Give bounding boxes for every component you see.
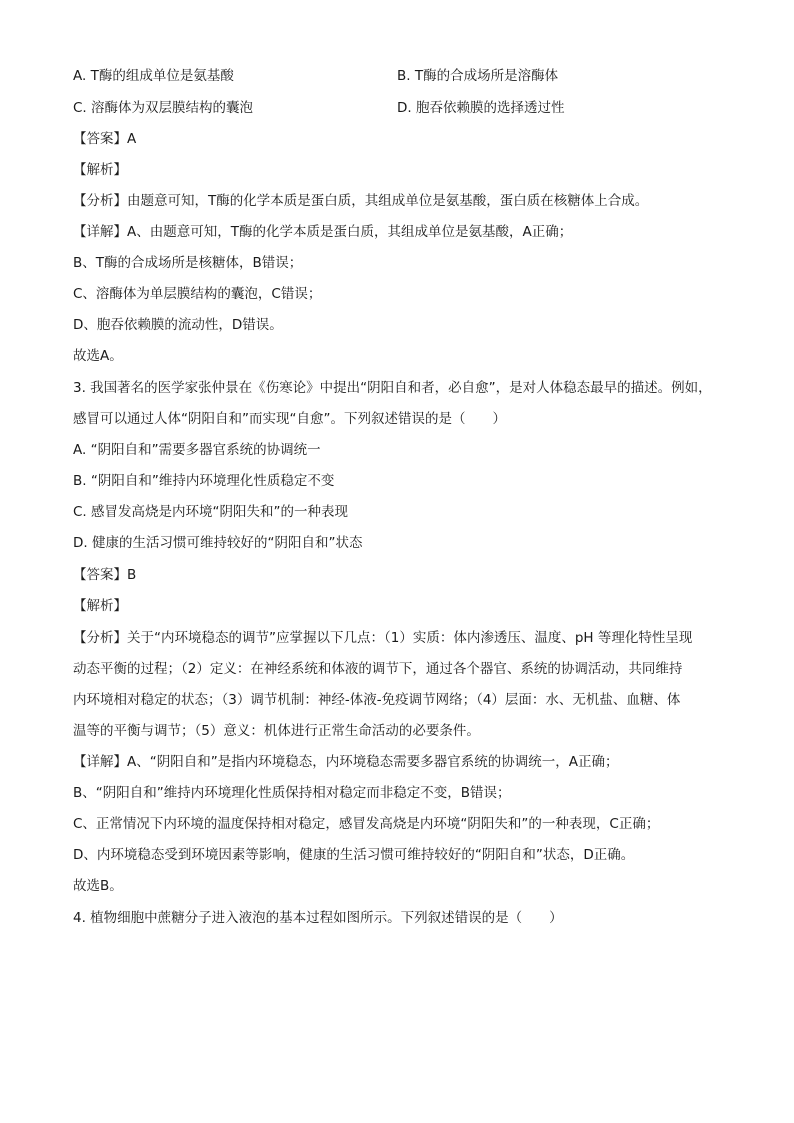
q2-option-c: C. 溶酶体为双层膜结构的囊泡	[73, 100, 254, 116]
q3-option: C. 感冒发高烧是内环境“阴阳失和”的一种表现	[73, 504, 348, 520]
q2-analysis-fenxi: 【分析】由题意可知，T酶的化学本质是蛋白质，其组成单位是氨基酸，蛋白质在核糖体上合成。	[73, 193, 649, 209]
q3-stem-line: 3. 我国著名的医学家张仲景在《伤寒论》中提出“阴阳自和者，必自愈”，是对人体稳态最早的描述。例如，	[73, 380, 712, 396]
q2-xiangjie-line: D、胞吞依赖膜的流动性，D错误。	[73, 317, 283, 333]
q2-answer: 【答案】A	[73, 131, 137, 147]
q2-option-d: D. 胞吞依赖膜的选择透过性	[397, 100, 565, 116]
q3-fenxi-line: 温等的平衡与调节；（5）意义：机体进行正常生命活动的必要条件。	[73, 723, 480, 739]
q3-analysis-label: 【解析】	[73, 598, 127, 614]
q2-xiangjie-line: B、T酶的合成场所是核糖体，B错误；	[73, 255, 303, 271]
q3-xiangjie-line: D、内环境稳态受到环境因素等影响，健康的生活习惯可维持较好的“阴阳自和”状态，D正确。	[73, 847, 635, 863]
q3-stem-line: 感冒可以通过人体“阴阳自和”而实现“自愈”。下列叙述错误的是（ ）	[73, 411, 506, 427]
q3-answer: 【答案】B	[73, 567, 137, 583]
q3-xiangjie-line: 【详解】A、“阴阳自和”是指内环境稳态，内环境稳态需要多器官系统的协调统一，A正确；	[73, 754, 619, 770]
q3-fenxi-line: 内环境相对稳定的状态；（3）调节机制：神经-体液-免疫调节网络；（4）层面：水、无机盐、血糖、体	[73, 692, 681, 708]
q2-xiangjie-line: C、溶酶体为单层膜结构的囊泡，C错误；	[73, 286, 322, 302]
q2-option-b: B. T酶的合成场所是溶酶体	[397, 68, 559, 84]
q3-option: A. “阴阳自和”需要多器官系统的协调统一	[73, 442, 321, 458]
q3-choice: 故选B。	[73, 878, 123, 894]
q3-fenxi-line: 动态平衡的过程；（2）定义：在神经系统和体液的调节下，通过各个器官、系统的协调活动，共同维持	[73, 661, 683, 677]
q4-stem: 4. 植物细胞中蔗糖分子进入液泡的基本过程如图所示。下列叙述错误的是（ ）	[73, 910, 563, 926]
q2-choice: 故选A。	[73, 348, 123, 364]
q3-fenxi-line: 【分析】关于“内环境稳态的调节”应掌握以下几点：（1）实质：体内渗透压、温度、pH 等理化特性呈现	[73, 630, 693, 646]
q3-option: B. “阴阳自和”维持内环境理化性质稳定不变	[73, 473, 335, 489]
q3-xiangjie-line: B、“阴阳自和”维持内环境理化性质保持相对稳定而非稳定不变，B错误；	[73, 785, 511, 801]
q2-xiangjie-line: 【详解】A、由题意可知，T酶的化学本质是蛋白质，其组成单位是氨基酸，A正确；	[73, 224, 573, 240]
q2-analysis-label: 【解析】	[73, 162, 127, 178]
q3-option: D. 健康的生活习惯可维持较好的“阴阳自和”状态	[73, 535, 363, 551]
q2-option-a: A. T酶的组成单位是氨基酸	[73, 68, 234, 84]
q3-xiangjie-line: C、正常情况下内环境的温度保持相对稳定，感冒发高烧是内环境“阴阳失和”的一种表现，C正确；	[73, 816, 660, 832]
